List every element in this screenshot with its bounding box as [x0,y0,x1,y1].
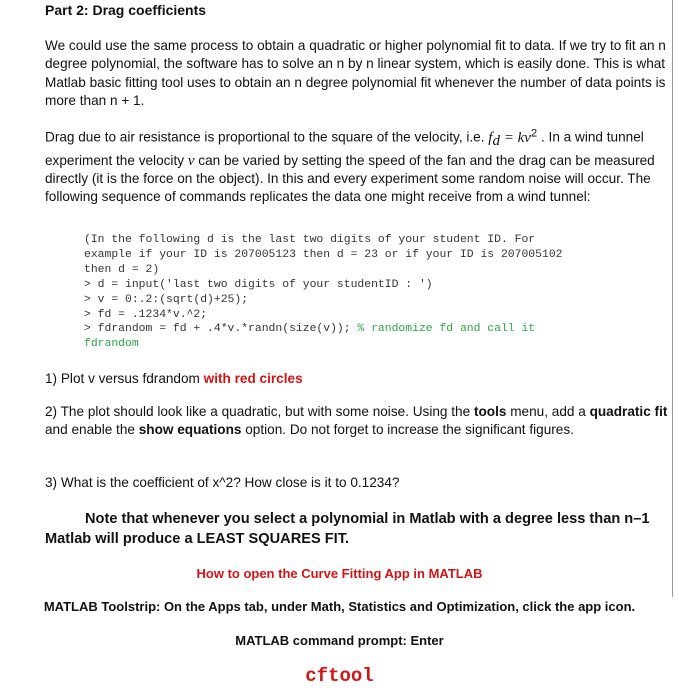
code-line-fdrandom [84,322,644,337]
question-2-text: option. Do not forget to increase the significant figures. [241,422,574,438]
formula-exponent: 2 [530,127,538,139]
drag-paragraph [45,124,670,206]
code-comment-line: (In the following d is the last two digits of your student ID. For [84,234,536,246]
velocity-variable: v [187,152,195,169]
toolstrip-instruction: MATLAB Toolstrip: On the Apps tab, under Math, Statistics and Optimization, click the app icon. [43,599,636,614]
question-2-text: menu, add a [506,404,590,419]
tools-menu-term: tools [473,404,507,419]
question-2-text: 2) The plot should look like a quadratic, but with some noise. Using the [45,404,474,419]
code-comment-line: then d = 2) [84,263,160,276]
intro-paragraph: We could use the same process to obtain a quadratic or higher polynomial fit to data. If we try to fit an n degree polynomial, the software has to solve an n by n linear system, which is easily done. This is what Matlab basic fitting tool uses to obtain an n degree polynomial fit whenever the number of data points is more than n + 1. [45,38,666,108]
code-fdrandom-statement: > fdrandom = fd + .4*v.*randn(size(v)); [84,323,358,336]
question-2 [45,403,670,440]
drag-formula [488,127,538,150]
quadratic-fit-term: quadratic fit [589,404,668,419]
question-1-highlight: with red circles [203,371,303,386]
code-inline-comment: % randomize fd and call it [357,323,536,336]
curve-fitting-title: How to open the Curve Fitting App in MATLAB [196,566,483,581]
question-2-text: and enable the [45,422,139,438]
matlab-code-block [84,233,644,352]
note-text: Note that whenever you select a polynomial in Matlab with a degree less than n–1 Matlab will produce a LEAST SQUARES FIT. [45,511,650,547]
code-comment-continuation: fdrandom [84,338,139,351]
section-heading: Part 2: Drag coefficients [45,2,207,18]
drag-text-1: Drag due to air resistance is proportional to the square of the velocity, i.e. [45,129,485,145]
formula-f: f [488,129,493,146]
drag-text-2: . In a wind tunnel experiment the velocity [45,129,644,168]
question-1 [45,370,670,388]
cftool-command: cftool [305,665,374,687]
question-3: 3) What is the coefficient of x^2? How close is it to 0.1234? [45,475,400,490]
command-prompt-instruction: MATLAB command prompt: Enter [235,633,444,648]
show-equations-term: show equations [138,422,242,438]
code-line-drag: > fd = .1234*v.^2; [84,308,208,321]
drag-text-3: can be varied by setting the speed of the fan and the drag can be measured directly (it is the force on the object). In this and every experiment some random noise will occur. The following sequence of commands replicates the data one might receive from a wind tunnel: [45,152,655,205]
least-squares-note [45,510,670,549]
code-line-input: > d = input('last two digits of your studentID : ') [84,278,433,291]
formula-subscript: d [492,133,500,150]
formula-rhs: = kv [499,129,531,146]
question-1-text: 1) Plot v versus fdrandom [45,371,204,386]
page-edge-divider [672,0,673,597]
code-comment-line: example if your ID is 207005123 then d = 23 or if your ID is 207005102 [84,248,563,261]
code-line-velocity: > v = 0:.2:(sqrt(d)+25); [84,293,249,306]
